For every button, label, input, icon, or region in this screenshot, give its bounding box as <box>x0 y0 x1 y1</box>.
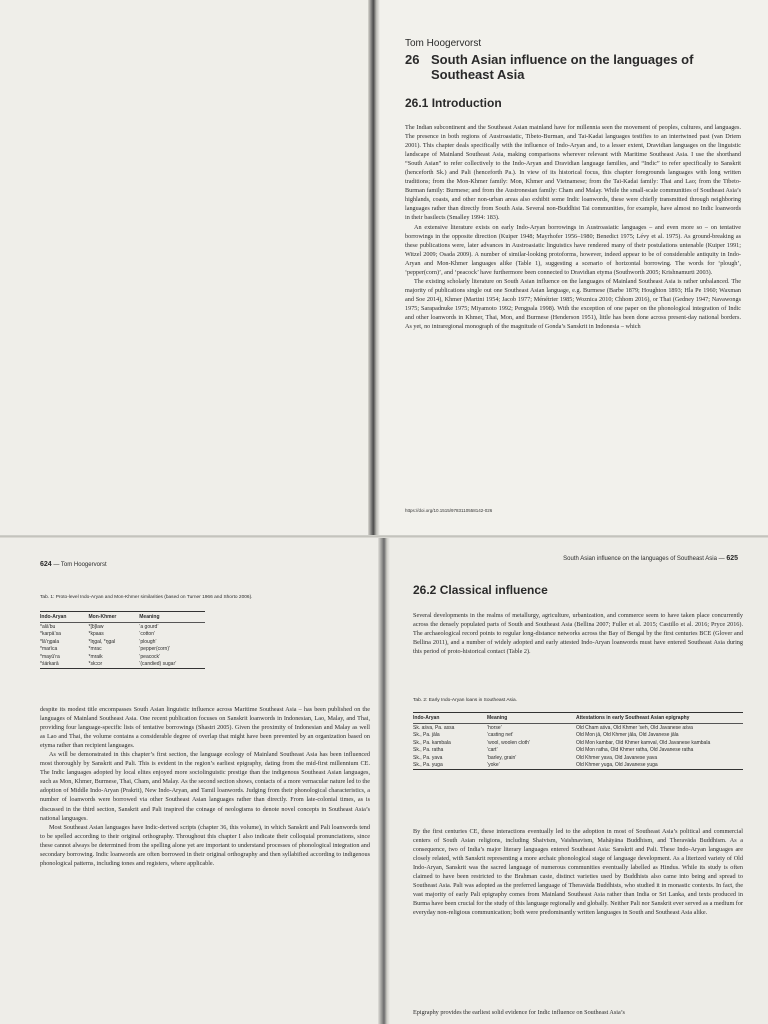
table-cell: *mayūʼra <box>40 653 60 660</box>
blank-left-page <box>0 0 376 537</box>
classical-influence-intro <box>413 611 743 656</box>
chapter-title <box>405 52 735 82</box>
paragraph: The Indian subcontinent and the Southeast Asian mainland have for millennia seen the movement of peoples, cultures, and languages. The presence in both regions of Austroasiatic, Tibeto-Burman, and Tai-Kadai languages testifies to an intertwined past (van Driem 2001). This chapter deals specifically with the influence of Indo-Aryan and, to a lesser extent, Dravidian languages on the linguistic landscape of Mainland Southeast Asia, making comparisons wherever relevant with Maritime Southeast Asia. I use the shorthand “South Asian” to refer collectively to the Indo-Aryan and Dravidian language families, and “Indic” to refer specifically to Sanskrit (henceforth Sk.) and Pali (henceforth Pa.). In view of its historical focus, this chapter foregrounds languages with long written traditions; from the Mon-Khmer family: Mon, Khmer and Vietnamese; from the Tai-Kadai family: Thai and Lao; from the Tibeto-Burman family: Burmese; and from the Austronesian family: Cham and Malay. While the small-scale communities of Southeast Asia’s highlands, coasts, and other non-urban areas also exhibit some Indic loanwords, these were chiefly transmitted through neighboring languages rather than directly from South Asia. Several non-Buddhist Tai communities, for example, have almost no Indic loanwords in their basilects (Smalley 1994: 183). <box>405 124 741 222</box>
table-cell: ‘horse’ <box>487 724 502 731</box>
chapter-title-text: South Asian influence on the languages of Southeast Asia <box>431 52 694 82</box>
table-cell: Old Mon ratha, Old Khmer ratha, Old Javanese ratha <box>576 747 694 753</box>
table-1 <box>40 611 205 669</box>
table-row <box>413 762 743 770</box>
page-seam <box>0 535 768 538</box>
table-cell: ‘a gourd’ <box>139 623 159 630</box>
table-row <box>413 724 743 732</box>
chapter-number: 26 <box>405 52 420 67</box>
table-cell: ‘cart’ <box>487 747 498 753</box>
dash-separator: — <box>53 562 61 568</box>
table-cell: Old Khmer yava, Old Javanese yava <box>576 754 658 761</box>
table-1-caption: Tab. 1: Proto-level Indo-Aryan and Mon-Khmer similarities (based on Turner 1966 and Shorto 2006). <box>40 595 253 600</box>
table-2 <box>413 712 743 770</box>
dash-separator: — <box>718 556 727 562</box>
paragraph: despite its modest title encompasses South Asian linguistic influence across Maritime Southeast Asia – has been published on the languages of Mainland Southeast Asia. One recent publication focuses on Sanskrit loanwords in Indonesian, Lao, Malay, and Thai, providing four language-specific lists of tentative borrowings (Shastri 2005). Given the proximity of Indonesian and Malay as well as Lao and Thai, the volume contains a considerable degree of overlap that might have been prevented by an organization based on etyma rather than recipient languages. <box>40 706 370 750</box>
table-cell: *lŋgal, *ŋgal <box>88 638 116 645</box>
paragraph: Most Southeast Asian languages have Indic-derived scripts (chapter 36, this volume), in which Sanskrit and Pali loanwords tend to be spelled according to their original orthography. Throughout this chapter I also indicate their colloquial pronunciations, since these cannot always be determined from the spelling alone yet are important to understand processes of phonological integration and secondary borrowing. Indic loanwords are often borrowed in their original orthography and then syllabified according to indigenous phonological patterns, including tones and registers, where applicable. <box>40 823 370 867</box>
paragraph: By the first centuries CE, these interactions eventually led to the adoption in most of Southeast Asia’s political and commercial centers of South Asian religions, including Shaivism, Vaishnavism, Mahāyāna Buddhism, and Theravāda Buddhism. As a consequence, two of India’s major literary languages entered Southeast Asia: Sanskrit and Pali. These Indo-Aryan languages are closely related, with Sanskrit representing a more archaic phonological stage of language development. As a literized variety of Old Indo-Aryan, Sanskrit was the sacred language of numerous communities eventually labelled as Hindus. While its study is often claimed to have been restricted to the Brahman caste, distinct varieties used by Buddhists also came into being and spread to Southeast Asia. Pali was adopted as the preferred language of Theravāda Buddhists, who studied it in monastic contexts. In fact, the vast majority of early Pali epigraphy comes from Mainland Southeast Asia rather than India or Sri Lanka, and texts produced in Burma have been crucial for the study of this language regionally and globally. Neither Pali nor Sanskrit ever served as a medium for everyday non-religious communication; both were predominantly written languages in South and Southeast Asia alike. <box>413 828 744 917</box>
table-cell: Old Mon kambar, Old Khmer kamval, Old Javanese kambala <box>576 739 711 746</box>
page-number: 624 <box>40 561 52 568</box>
table-row <box>413 747 743 755</box>
table-cell: *marīca <box>40 646 58 652</box>
table-row <box>40 661 205 669</box>
table-row <box>40 638 205 646</box>
table-cell: *śárkarā <box>40 661 89 669</box>
section-title-classical-influence: 26.2 Classical influence <box>413 583 548 597</box>
paragraph: The existing scholarly literature on South Asian influence on the languages of Mainland Southeast Asia is rather unbalanced. The majority of publications single out one Southeast Asian language, e.g. Burmese (Barbe 1879; Houghton 1893; Hla Pe 1960; Waxman and Soe 2014), Khmer (Martini 1954; Jacob 1977; Ménétrier 1985; Woznica 2010; Chhom 2016), or Thai (Gedney 1947; Navawongs 1975; Sarapadnuke 1975; Miyamoto 1992; Pengpala 1998). With the exception of one paper on the phonological integration of Indic and other loanwords in Khmer, Thai, Mon, and Burmese (Henderson 1951), little has been done across present-day national borders. As yet, no intraregional monograph of the magnitude of Gonda’s Sanskrit in Indonesia – which <box>405 277 741 331</box>
table-cell: ‘yoke’ <box>487 762 576 770</box>
running-head-author: Tom Hoogervorst <box>60 562 107 568</box>
table-cell: Old Mon jā, Old Khmer jāla, Old Javanese jāla <box>576 732 679 738</box>
table-cell: Old Khmer yuga, Old Javanese yuga <box>576 762 743 770</box>
column-header: Meaning <box>139 612 205 623</box>
table-2-caption: Tab. 2: Early Indo-Aryan loans in Southeast Asia. <box>413 698 517 703</box>
table-row <box>413 732 743 740</box>
table-cell: *skɔɔr <box>89 661 140 669</box>
table-row <box>40 631 205 639</box>
running-head-left <box>40 561 107 568</box>
page-624-body <box>40 705 370 868</box>
table-cell: ‘casting net’ <box>487 732 514 738</box>
table-cell: *mraik <box>88 653 103 660</box>
table-cell: *[ɓ]law <box>88 623 104 630</box>
table-cell: ‘(candied) sugar’ <box>139 661 205 669</box>
table-cell: Sk., Pa. jāla <box>413 732 440 738</box>
epigraphy-paragraph <box>413 1008 743 1017</box>
table-cell: Sk., Pa. yava <box>413 754 443 761</box>
table-row <box>40 653 205 661</box>
column-header: Mon-Khmer <box>89 612 140 623</box>
table-cell: Sk., Pa. ratha <box>413 747 444 753</box>
book-gutter <box>368 0 380 537</box>
bottom-page-spread <box>0 537 768 1024</box>
table-cell: ‘cotton’ <box>139 631 156 637</box>
column-header: Meaning <box>487 713 576 724</box>
table-header-row <box>413 713 743 724</box>
table-cell: ‘pepper(corn)’ <box>139 646 171 652</box>
table-row <box>413 739 743 747</box>
table-row <box>413 754 743 762</box>
column-header: Indo-Aryan <box>413 713 487 724</box>
table-cell: *mrac <box>88 646 102 652</box>
introduction-body <box>405 123 741 331</box>
doi-link[interactable]: https://doi.org/10.1515/9783110558142-026 <box>405 508 493 513</box>
table-cell: ‘peacock’ <box>139 653 161 660</box>
table-cell: Sk., Pa. yuga <box>413 762 487 770</box>
table-cell: ‘barley, grain’ <box>487 754 517 761</box>
table-cell: *karpāʼsa <box>40 631 61 637</box>
table-cell: *lāʼŋgala <box>40 638 60 645</box>
table-cell: *alāʼbu <box>40 623 56 630</box>
table-row <box>40 623 205 631</box>
table-cell: Sk. aśva, Pa. assa <box>413 724 455 731</box>
table-cell: Old Cham aśva, Old Khmer ’seh, Old Javanese aśva <box>576 724 693 731</box>
book-gutter <box>378 537 390 1024</box>
table-row <box>40 646 205 654</box>
table-cell: ‘wool, woolen cloth’ <box>487 739 531 746</box>
paragraph: An extensive literature exists on early Indo-Aryan borrowings in Austroasiatic languages – and even more so – on tentative borrowings in the opposite direction (Kuiper 1948; Mayrhofer 1956–1980; Benedict 1975; Lévy et al. 1975). As ground-breaking as these publications were, later advances in Austroasiatic linguistics have rendered many of their postulations untenable (Kuiper 1991; Witzel 2009; Osada 2009). A number of similar-looking protoforms, however, indeed appear to be of considerable antiquity in Indo-Aryan and Mon-Khmer languages alike (Table 1), suggesting a scenario of horizontal borrowing. The words for ‘plough’, ‘pepper(corn)’, and ‘peacock’ have furthermore been connected to Dravidian etyma (Southworth 2005; Krishnamurti 2003). <box>405 223 741 276</box>
paragraph: Epigraphy provides the earliest solid evidence for Indic influence on Southeast Asia’s <box>413 1009 625 1016</box>
classical-influence-body <box>413 827 743 917</box>
table-cell: Sk., Pa. kambala <box>413 739 451 746</box>
table-cell: *kpaas <box>88 631 104 637</box>
paragraph: As will be demonstrated in this chapter’s first section, the language ecology of Mainland Southeast Asia has been influenced most thoroughly by Sanskrit and Pali. This is evident in the region’s earliest epigraphy, dating from the mid-first millennium CE. The Indic languages adopted by local elites enjoyed more sociolinguistic prestige than the indigenous Southeast Asian languages, such as Mon, Khmer, Burmese, Thai, Cham, and Malay. As the second section shows, contacts of a more vernacular nature led to the adoption of Middle Indo-Aryan (Prakrit), New Indo-Aryan, and Tamil loanwords. Judging from their phonological characteristics, a number of loanwords were borrowed via other Southeast Asian languages rather than directly. From late-colonial times, as is discussed in the third section, Sanskrit and Pali inspired the coinage of neologisms to denote novel concepts in Southeast Asia’s national languages. <box>40 751 370 822</box>
chapter-author: Tom Hoogervorst <box>405 38 482 49</box>
table-cell: ‘plough’ <box>139 638 157 645</box>
column-header: Attestations in early Southeast Asian epigraphy <box>576 713 743 724</box>
page-number: 625 <box>726 555 738 562</box>
table-header-row <box>40 612 205 623</box>
paragraph: Several developments in the realms of metallurgy, agriculture, urbanization, and commerce seem to have taken place concurrently across the densely populated parts of South and Southeast Asia (Bellina 2007; Fuller et al. 2015; Castillo et al. 2016; Pryce 2016). The archaeological record points to regular long-distance networks across the Bay of Bengal by the first centuries BCE (Glover and Bellina 2011), and a number of widely adopted and early attested Indo-Aryan loanwords must have entered Southeast Asia during this period of proto-historical contact (Table 2). <box>413 612 743 656</box>
column-header: Indo-Aryan <box>40 612 89 623</box>
running-head-right <box>563 555 738 562</box>
section-title-introduction: 26.1 Introduction <box>405 96 502 110</box>
running-head-title: South Asian influence on the languages of Southeast Asia <box>563 556 717 562</box>
